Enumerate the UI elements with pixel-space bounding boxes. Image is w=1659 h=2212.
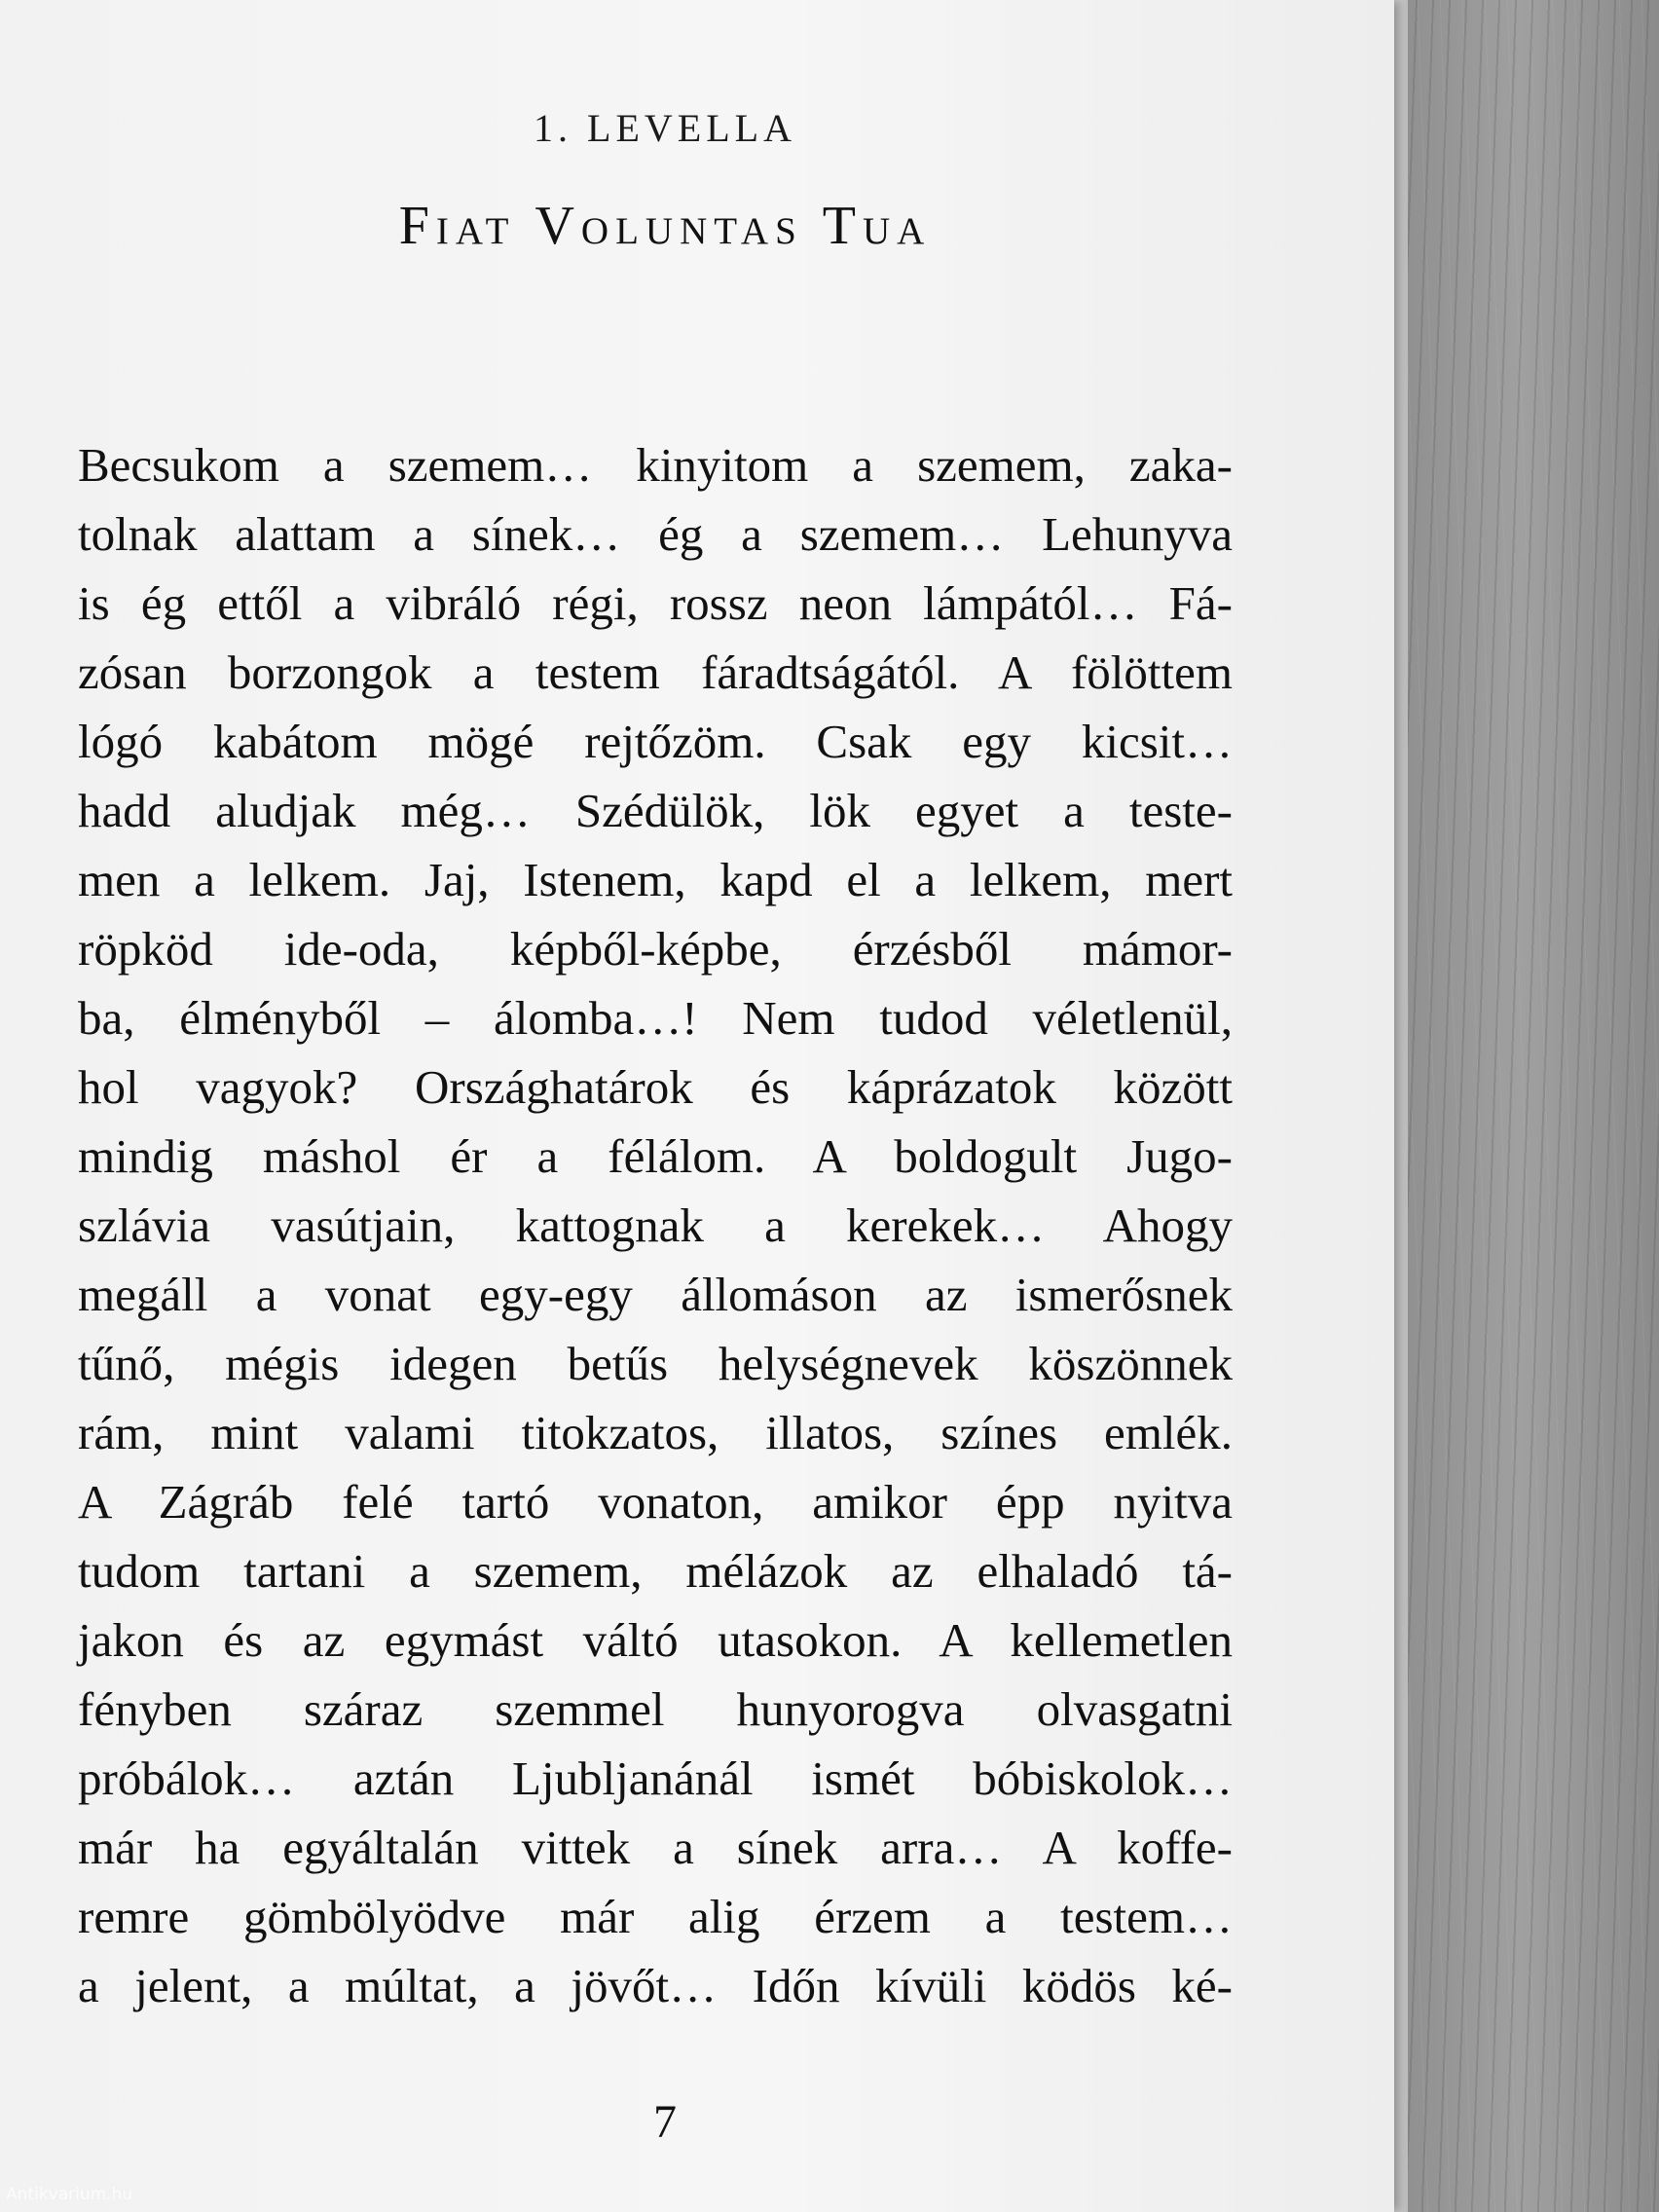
text-line: tudom tartani a szemem, mélázok az elhaladó tá-: [78, 1544, 1233, 1598]
text-line: Becsukom a szemem… kinyitom a szemem, zaka-: [78, 438, 1233, 492]
text-line: szlávia vasútjain, kattognak a kerekek… Ahogy: [78, 1198, 1233, 1252]
text-line: tűnő, mégis idegen betűs helységnevek köszönnek: [78, 1337, 1233, 1390]
watermark: Antikvarium.hu: [6, 2185, 133, 2204]
text-line: hol vagyok? Országhatárok és káprázatok között: [78, 1060, 1233, 1114]
text-line: A Zágráb felé tartó vonaton, amikor épp nyitva: [78, 1475, 1233, 1529]
page-number: 7: [653, 2096, 677, 2148]
text-line: már ha egyáltalán vittek a sínek arra… A koffe-: [78, 1821, 1233, 1874]
text-line: is ég ettől a vibráló régi, rossz neon lámpától… Fá-: [78, 576, 1233, 630]
text-line: men a lelkem. Jaj, Istenem, kapd el a lelkem, mert: [78, 853, 1233, 906]
chapter-title: Fiat Voluntas Tua: [398, 196, 932, 256]
text-line: rám, mint valami titokzatos, illatos, színes emlék.: [78, 1406, 1233, 1459]
text-line: ba, élményből – álomba…! Nem tudod véletlenül,: [78, 991, 1233, 1045]
text-line: jakon és az egymást váltó utasokon. A kellemetlen: [78, 1613, 1233, 1667]
chapter-label: 1. LEVELLA: [534, 106, 796, 150]
text-line: próbálok… aztán Ljubljanánál ismét bóbiskolok…: [78, 1751, 1233, 1805]
text-line: tolnak alattam a sínek… ég a szemem… Lehunyva: [78, 507, 1233, 561]
text-line: megáll a vonat egy-egy állomáson az ismerősnek: [78, 1268, 1233, 1321]
text-line: remre gömbölyödve már alig érzem a testem…: [78, 1890, 1233, 1943]
text-line: röpköd ide-oda, képből-képbe, érzésből mámor-: [78, 922, 1233, 976]
text-line: a jelent, a múltat, a jövőt… Időn kívüli ködös ké-: [78, 1959, 1233, 2012]
text-line: fényben száraz szemmel hunyorogva olvasgatni: [78, 1682, 1233, 1736]
wood-background: [1382, 0, 1659, 2212]
body-text: [78, 430, 1233, 2020]
text-line: mindig máshol ér a félálom. A boldogult Jugo-: [78, 1129, 1233, 1183]
text-line: hadd aludjak még… Szédülök, lök egyet a teste-: [78, 784, 1233, 837]
text-line: lógó kabátom mögé rejtőzöm. Csak egy kicsit…: [78, 715, 1233, 768]
text-line: zósan borzongok a testem fáradtságától. A fölöttem: [78, 645, 1233, 699]
